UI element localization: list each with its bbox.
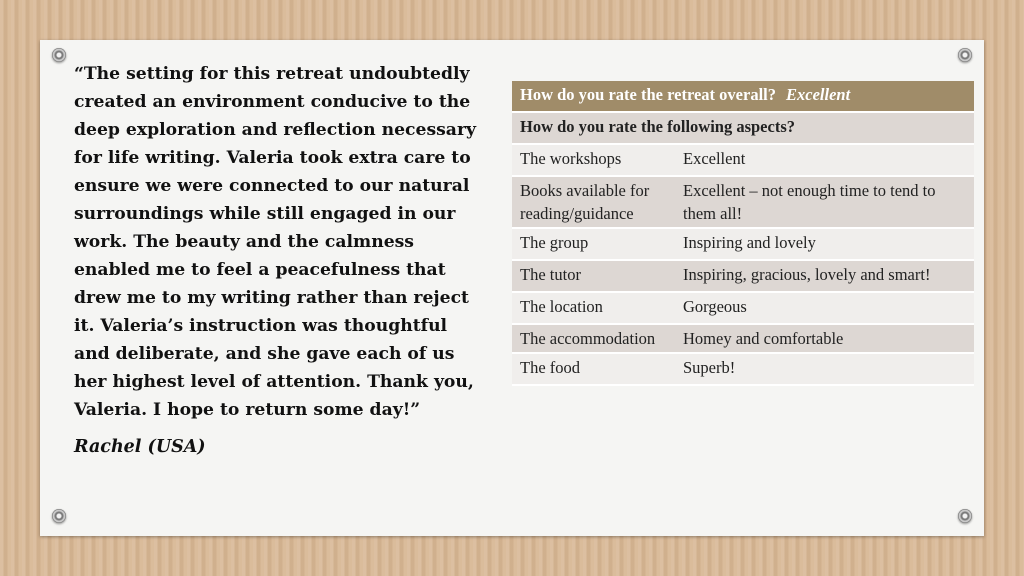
- aspect-cell: The tutor: [512, 260, 675, 292]
- table-row: [512, 144, 974, 176]
- overall-rating-row: [512, 81, 974, 112]
- table-row: [512, 353, 974, 385]
- rating-cell: Excellent: [675, 144, 974, 176]
- aspect-cell: Books available for reading/guidance: [512, 176, 675, 228]
- overall-answer: Excellent: [786, 85, 851, 104]
- aspect-cell: The group: [512, 228, 675, 260]
- rating-cell: Inspiring, gracious, lovely and smart!: [675, 260, 974, 292]
- quote-line: and deliberate, and she gave each of us: [74, 344, 455, 364]
- overall-question: How do you rate the retreat overall?: [520, 85, 776, 104]
- quote-line: for life writing. Valeria took extra care to: [74, 148, 471, 168]
- quote-line: drew me to my writing rather than reject: [74, 288, 469, 308]
- quote-line: enabled me to feel a peacefulness that: [74, 260, 446, 280]
- table-row: [512, 292, 974, 324]
- aspects-heading-row: [512, 112, 974, 144]
- table-row: [512, 324, 974, 353]
- table-row: [512, 176, 974, 228]
- quote-line: Valeria. I hope to return some day!”: [74, 400, 421, 420]
- pin-icon: [958, 48, 972, 62]
- rating-cell: Inspiring and lovely: [675, 228, 974, 260]
- aspect-cell: The location: [512, 292, 675, 324]
- rating-cell: Homey and comfortable: [675, 324, 974, 353]
- rating-cell: Gorgeous: [675, 292, 974, 324]
- table-row: [512, 260, 974, 292]
- aspect-cell: The accommodation: [512, 324, 675, 353]
- quote-line: ensure we were connected to our natural: [74, 176, 470, 196]
- testimonial-author: Rachel (USA): [74, 437, 206, 457]
- aspect-cell: The food: [512, 353, 675, 385]
- aspect-cell: The workshops: [512, 144, 675, 176]
- quote-line: created an environment conducive to the: [74, 92, 471, 112]
- quote-line: deep exploration and reflection necessary: [74, 120, 476, 140]
- pin-icon: [958, 509, 972, 523]
- rating-table: [512, 81, 974, 386]
- quote-line: surroundings while still engaged in our: [74, 204, 456, 224]
- overall-rating-cell: [512, 81, 974, 112]
- pin-icon: [52, 48, 66, 62]
- quote-line: work. The beauty and the calmness: [74, 232, 414, 252]
- quote-line: “The setting for this retreat undoubtedly: [74, 64, 470, 84]
- aspects-heading: How do you rate the following aspects?: [512, 112, 974, 144]
- table-row: [512, 228, 974, 260]
- quote-line: it. Valeria’s instruction was thoughtful: [74, 316, 448, 336]
- rating-cell: Superb!: [675, 353, 974, 385]
- rating-cell: Excellent – not enough time to tend to them all!: [675, 176, 974, 228]
- pin-icon: [52, 509, 66, 523]
- testimonial-quote: [74, 60, 504, 424]
- quote-line: her highest level of attention. Thank you,: [74, 372, 474, 392]
